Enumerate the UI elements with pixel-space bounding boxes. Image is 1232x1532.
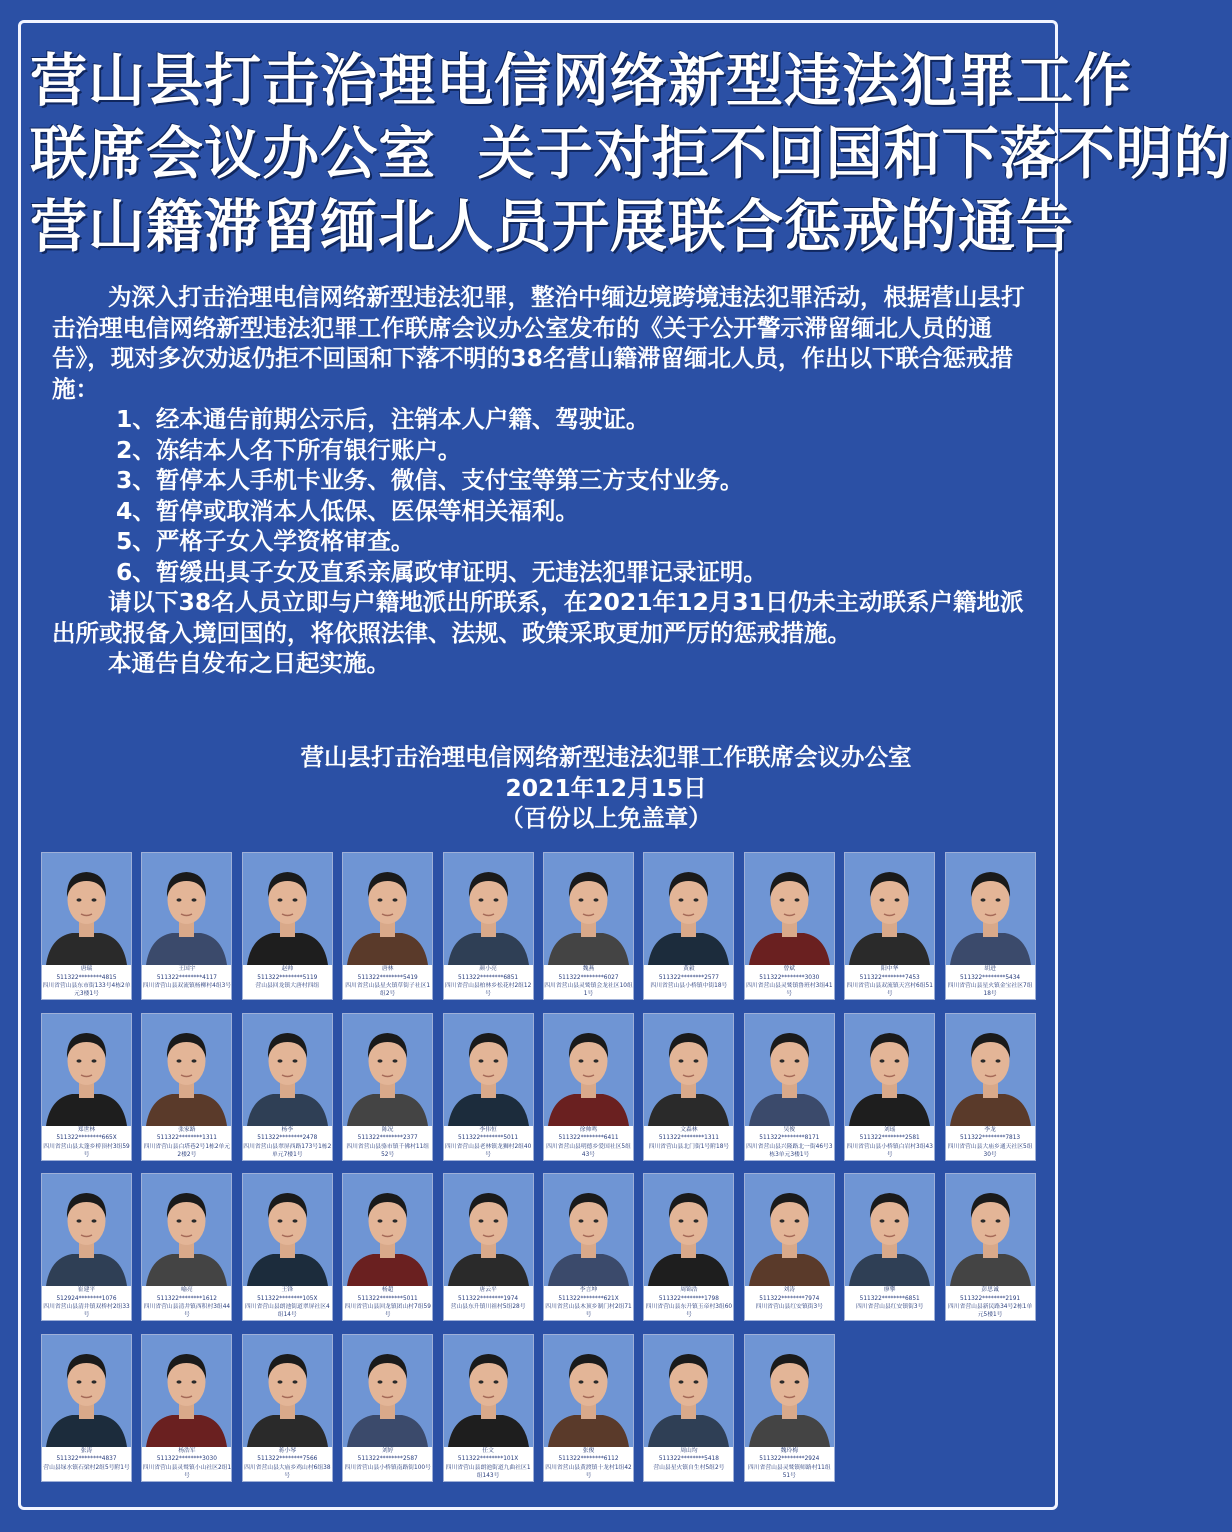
person-photo [745,1014,834,1126]
person-card [141,852,232,1000]
person-photo [644,1174,733,1286]
person-id-number: 511322********6851 [458,974,519,981]
person-caption [845,1126,934,1160]
person-caption [142,1126,231,1160]
notice-title [30,45,1232,264]
person-name: 张家路 [178,1126,196,1133]
person-photo [142,853,231,965]
person-card [643,1334,734,1482]
person-name: 吴俊 [783,1126,796,1133]
person-address: 四川省营山县白塔巷2号1栋2单元2楼2号 [143,1143,231,1158]
person-caption [946,1126,1035,1160]
person-photo [243,853,332,965]
person-name: 周锦浩 [680,1287,698,1293]
person-name: 张涛 [80,1447,93,1454]
person-card [543,852,634,1000]
person-name: 胡进 [984,966,996,972]
person-address: 营山县星火镇自生村5组2号 [653,1464,725,1471]
person-id-number: 511322********4117 [156,974,217,981]
person-card [643,852,734,1000]
person-id-number: 511322********2581 [859,1135,920,1141]
person-caption [343,1126,432,1160]
person-photo [845,1174,934,1286]
person-name: 刘涛 [783,1287,796,1293]
person-name: 赵帅 [281,966,294,972]
person-photo [142,1335,231,1447]
person-address: 四川省营山县太蓬乡桥顶村3组59号 [43,1143,130,1158]
person-id-number: 511322********5011 [357,1295,418,1302]
person-id-number: 512924********1076 [56,1295,117,1302]
person-name: 刘婷 [381,1447,394,1454]
person-name: 魏燕 [582,966,595,972]
person-id-number: 511322********5418 [658,1456,719,1462]
person-id-number: 511322********3030 [156,1456,217,1462]
person-card [41,1013,132,1161]
person-photo [42,853,131,965]
person-photo [946,853,1035,965]
person-card [242,1334,333,1482]
person-photo [343,853,432,965]
person-caption [845,1286,934,1320]
person-address: 四川省营山县红安镇街3号 [755,1304,824,1310]
person-name: 曾斌 [783,966,796,972]
person-address: 四川省营山县翠屏西路173号1栋2单元7楼1号 [243,1143,332,1158]
person-id-number: 511322********5119 [257,974,318,981]
person-caption [444,1286,533,1320]
person-card [342,1173,433,1321]
person-photo [644,1335,733,1447]
person-caption [444,1447,533,1481]
person-card [744,1334,835,1482]
person-name: 陈况 [381,1126,394,1133]
person-photo [946,1014,1035,1126]
person-id-number: 511322********2191 [960,1295,1021,1302]
person-photo [644,1014,733,1126]
person-card [945,1173,1036,1321]
person-card [643,1173,734,1321]
person-address: 四川省营山县朗池街道九曲社区1组143号 [445,1464,531,1479]
person-address: 四川省营山县木顶乡制门村2组71号 [545,1304,632,1318]
person-card [141,1013,232,1161]
measure-4: 4、暂停或取消本人低保、医保等相关福利。 [116,496,579,525]
person-address: 四川省营山县北门街1号附18号 [648,1143,730,1150]
person-id-number: 511322********105X [257,1295,318,1302]
person-address: 营山县回龙镇大唐村四组 [255,983,320,989]
person-address: 四川省营山县黄渡镇十龙村1组42号 [545,1464,632,1479]
person-photo [544,1335,633,1447]
person-address: 四川省营山县灵鹫镇师路村11组51号 [747,1464,831,1479]
person-card [242,1173,333,1321]
person-name: 杨超 [381,1287,394,1293]
person-id-number: 511322********5419 [357,974,418,981]
person-caption [42,1126,131,1160]
person-id-number: 511322********7453 [859,974,920,981]
person-id-number: 511322********101X [457,1456,519,1462]
person-card [443,1334,534,1482]
person-address: 四川省营山县星火镇金宝社区7组18号 [947,983,1033,997]
person-caption [42,1286,131,1320]
person-photo [444,853,533,965]
person-address: 营山县绿水镇石梁村2组5号附1号 [43,1464,130,1471]
person-id-number: 511322********3030 [759,974,820,981]
person-id-number: 511322********2587 [357,1456,418,1462]
person-card [744,1013,835,1161]
person-photo [444,1335,533,1447]
person-id-number: 511322********1612 [156,1295,217,1302]
signature-block [0,742,1212,834]
person-name: 彭思诚 [981,1287,999,1293]
title-line-3: 营山籍滞留缅北人员开展联合惩戒的通告 [30,194,1074,260]
person-photo [845,1014,934,1126]
intro-paragraph: 为深入打击治理电信网络新型违法犯罪，整治中缅边境跨境违法犯罪活动，根据营山县打击治理电信网络新型违法犯罪工作联席会议办公室发布的《关于公开警示滞留缅北人员的通告》，现对多次劝返仍拒不回国和下落不明的38名营山籍滞留缅北人员，作出以下联合惩戒措施： [52,283,1025,403]
person-photo [845,853,934,965]
person-id-number: 511322********4815 [56,974,117,981]
person-id-number: 511322********6112 [558,1456,619,1462]
person-card [242,852,333,1000]
person-address: 四川省营山县新民路34号2栋1单元5楼1号 [947,1304,1033,1318]
person-photo [343,1174,432,1286]
title-line-1: 营山县打击治理电信网络新型违法犯罪工作 [30,48,1132,114]
person-caption [142,1447,231,1481]
person-address: 四川省营山县清井镇双桥村2组33号 [43,1304,130,1318]
person-id-number: 511322********6851 [859,1295,920,1302]
person-caption [243,965,332,999]
person-caption [644,965,733,999]
person-address: 四川省营山县朗池街道翠屏社区4组14号 [244,1304,330,1318]
person-address: 四川省营山县灵鹫镇小山社区2组1号 [142,1464,232,1479]
person-caption [544,1126,633,1160]
person-address: 四川省营山县双流镇杨柳村4组3号 [142,983,232,989]
person-name: 杨浩军 [178,1447,196,1454]
person-name: 唐云平 [479,1287,497,1293]
person-photo [444,1174,533,1286]
person-caption [243,1286,332,1320]
person-id-number: 511322********5434 [960,974,1021,981]
person-id-number: 511322********621X [558,1295,619,1302]
person-card [342,1013,433,1161]
person-card [844,852,935,1000]
person-name: 唐林 [381,966,394,972]
notice-body [52,282,1032,679]
warning-paragraph: 请以下38名人员立即与户籍地派出所联系，在2021年12月31日仍未主动联系户籍地派出所或报备入境回国的，将依照法律、法规、政策采取更加严厉的惩戒措施。 [52,588,1024,647]
person-photo [243,1014,332,1126]
person-name: 刘瑶 [883,1126,896,1133]
person-caption [644,1126,733,1160]
person-photo [343,1014,432,1126]
person-address: 四川省营山县明德乡爱国社区5组43号 [546,1143,631,1158]
person-caption [745,1126,834,1160]
person-caption [644,1286,733,1320]
person-caption [444,1126,533,1160]
person-card [844,1173,935,1321]
person-name: 杨李 [281,1126,294,1133]
person-name: 任文 [482,1447,494,1454]
person-name: 王锋 [281,1287,294,1293]
person-address: 四川省营山县东升镇玉帝村3组60号 [645,1304,733,1318]
person-id-number: 511322********2377 [357,1135,418,1141]
person-id-number: 511322********2478 [257,1135,318,1141]
person-card [41,852,132,1000]
person-photo [42,1335,131,1447]
person-caption [142,965,231,999]
person-name: 黄毅 [683,966,695,972]
person-card [844,1013,935,1161]
person-address: 四川省营山县小桥镇白岩村3组43号 [846,1143,933,1158]
person-photo [42,1174,131,1286]
signing-date: 2021年12月15日 [505,773,707,802]
person-photo [343,1335,432,1447]
person-card [744,1173,835,1321]
person-name: 李龙 [984,1126,996,1133]
person-address: 四川省营山县柏林乡松花村2组12号 [444,983,532,997]
person-id-number: 511322********1974 [458,1295,519,1302]
person-name: 李伟恒 [479,1126,497,1133]
person-caption [343,1286,432,1320]
person-card [443,1173,534,1321]
person-caption [42,965,131,999]
measure-2: 2、冻结本人名下所有银行账户。 [116,435,462,464]
person-photo [745,1335,834,1447]
person-address: 四川省营山县骆市镇千佛村11组52号 [346,1143,430,1158]
person-card [443,852,534,1000]
title-line-2: 联席会议办公室 关于对拒不回国和下落不明的 [30,121,1232,187]
person-address: 四川省营山县小桥镇南路街100号 [344,1464,431,1471]
person-address: 四川省营山县大庙乡通天社区5组30号 [947,1143,1033,1158]
person-caption [343,965,432,999]
person-card [342,852,433,1000]
person-caption [243,1447,332,1481]
person-name: 张俊 [582,1447,595,1454]
person-caption [845,965,934,999]
measure-6: 6、暂缓出具子女及直系亲属政审证明、无违法犯罪记录证明。 [116,557,767,586]
person-caption [544,1447,633,1481]
person-caption [745,965,834,999]
person-caption [544,965,633,999]
person-address: 四川省营山县小桥镇中街18号 [650,983,728,989]
person-photo [745,853,834,965]
person-caption [644,1447,733,1481]
person-id-number: 511322********1311 [156,1135,217,1141]
person-id-number: 511322********4837 [56,1456,117,1462]
person-address: 四川省营山县兴隆路北一街46号3栋3单元3楼1号 [746,1143,833,1158]
person-name: 郑世林 [77,1126,96,1133]
person-name: 崔建平 [77,1287,96,1293]
person-photo [644,853,733,965]
person-card [41,1334,132,1482]
person-caption [745,1286,834,1320]
person-name: 李言坤 [579,1287,598,1293]
person-photo [544,1014,633,1126]
person-address: 四川省营山县红安镇街3号 [855,1304,924,1310]
person-address: 四川省营山县星火镇草街子社区1组2号 [345,983,431,997]
person-card [643,1013,734,1161]
person-id-number: 511322********2577 [658,974,719,981]
person-address: 四川省营山县灵鹫镇鲁班村3组41号 [746,983,833,997]
person-photo [243,1174,332,1286]
person-card [41,1173,132,1321]
person-caption [946,965,1035,999]
person-caption [745,1447,834,1481]
person-id-number: 511322********7974 [759,1295,820,1302]
person-name: 王国宇 [178,966,196,972]
person-address: 四川省营山县东市街133号4栋2单元3楼1号 [42,983,131,997]
person-id-number: 511322********7813 [960,1135,1021,1141]
person-card [141,1173,232,1321]
person-address: 四川省营山县回龙镇团山村7组59号 [344,1304,431,1318]
person-caption [243,1126,332,1160]
person-name: 喻亮 [181,1287,193,1293]
person-address: 四川省营山县清井镇西积村3组44号 [143,1304,231,1318]
person-caption [444,965,533,999]
person-card [342,1334,433,1482]
seal-note: （百份以上免盖章） [500,804,712,832]
person-id-number: 511322********6411 [558,1135,619,1141]
person-name: 文森林 [680,1126,698,1133]
person-address: 营山县东升镇川祖村5组28号 [450,1304,526,1310]
person-photo [544,853,633,965]
person-photo [42,1014,131,1126]
person-photo [142,1174,231,1286]
person-photo [142,1014,231,1126]
person-card [543,1013,634,1161]
person-name: 徐帅鸣 [579,1126,598,1133]
person-id-number: 511322********665X [56,1135,117,1141]
person-caption [42,1447,131,1481]
person-address: 四川省营山县灵鹫镇会龙社区10组1号 [544,983,633,997]
measure-3: 3、暂停本人手机卡业务、微信、支付宝等第三方支付业务。 [116,466,744,494]
effective-paragraph: 本通告自发布之日起实施。 [108,649,390,677]
person-card [141,1334,232,1482]
person-card [945,1013,1036,1161]
person-id-number: 511322********1311 [658,1135,719,1141]
person-card [443,1013,534,1161]
person-address: 四川省营山县大庙乡鸡山村6组38号 [244,1464,331,1479]
person-name: 唐瑞 [80,966,93,972]
person-name: 廖攀 [883,1287,896,1293]
person-name: 魏玲梅 [780,1447,798,1454]
person-id-number: 511322********2924 [759,1456,820,1462]
person-card [543,1334,634,1482]
person-address: 四川省营山县双流镇天宫村6组51号 [846,983,933,997]
person-name: 颜小亮 [479,966,497,972]
person-photo [444,1014,533,1126]
person-card [945,852,1036,1000]
person-name: 阳中华 [880,966,899,972]
measure-5: 5、严格子女入学资格审查。 [116,527,415,555]
person-card [744,852,835,1000]
person-id-number: 511322********6027 [558,974,619,981]
person-id-number: 511322********1798 [658,1295,719,1302]
person-id-number: 511322********8171 [759,1135,820,1141]
person-caption [142,1286,231,1320]
person-name: 蒋小琴 [278,1447,296,1454]
person-caption [946,1286,1035,1320]
person-caption [544,1286,633,1320]
person-id-number: 511322********5011 [458,1135,519,1141]
person-address: 四川省营山县老林镇龙狮村2组40号 [444,1143,532,1158]
measure-1: 1、经本通告前期公示后，注销本人户籍、驾驶证。 [116,405,650,433]
signing-organization: 营山县打击治理电信网络新型违法犯罪工作联席会议办公室 [300,743,912,771]
person-id-number: 511322********7566 [257,1456,318,1462]
person-photo [243,1335,332,1447]
person-photo [745,1174,834,1286]
person-caption [343,1447,432,1481]
person-card [242,1013,333,1161]
person-name: 周山均 [680,1447,698,1454]
person-photo [544,1174,633,1286]
person-photo [946,1174,1035,1286]
person-card [543,1173,634,1321]
